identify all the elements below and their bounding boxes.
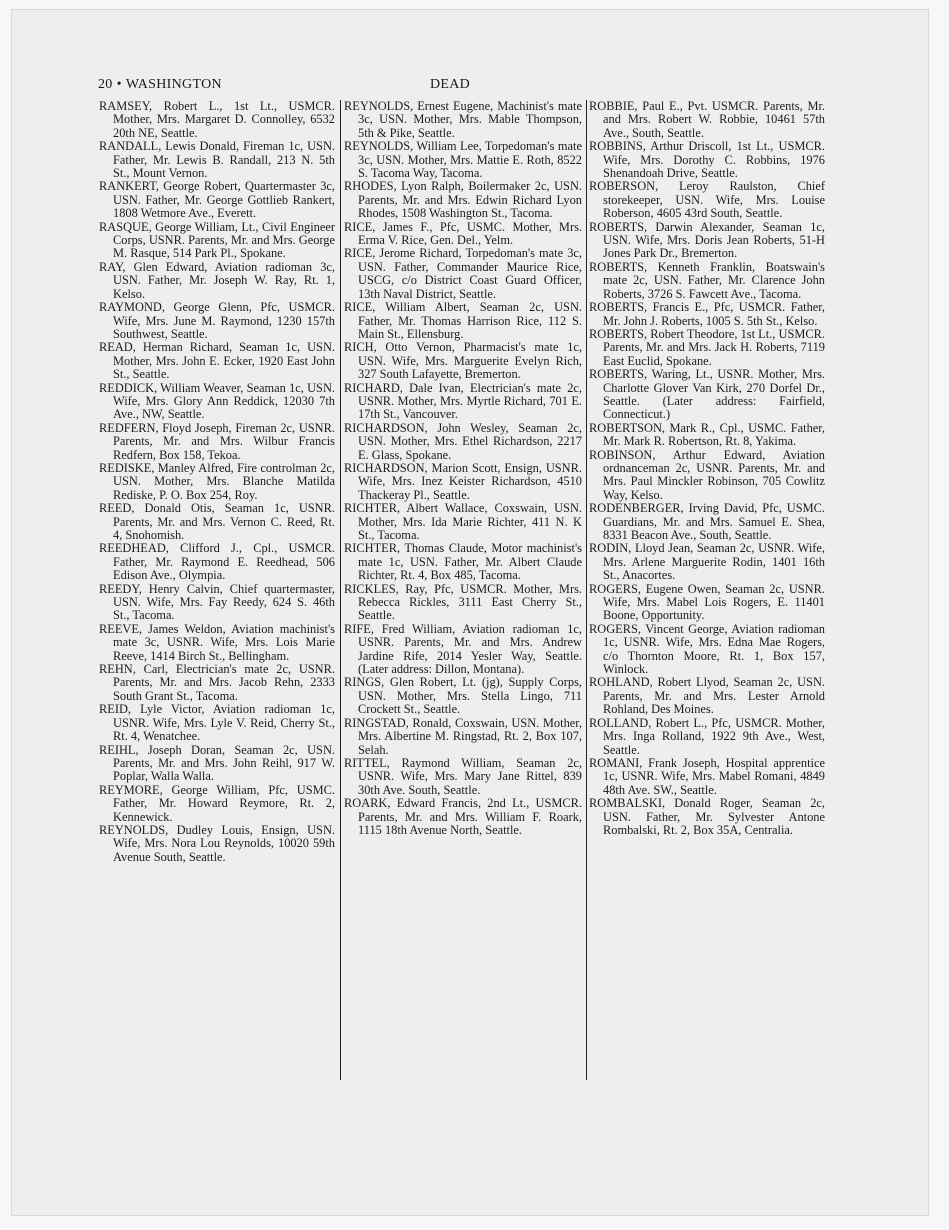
column-divider <box>340 100 341 1080</box>
casualty-entry: REED, Donald Otis, Seaman 1c, USNR. Parents, Mr. and Mrs. Vernon C. Reed, Rt. 4, Snohomish. <box>99 501 335 542</box>
casualty-entry: ROBERTSON, Mark R., Cpl., USMC. Father, Mr. Mark R. Robertson, Rt. 8, Yakima. <box>589 420 825 449</box>
page-number: 20 <box>98 77 113 92</box>
casualty-entry: RODIN, Lloyd Jean, Seaman 2c, USNR. Wife, Mrs. Arlene Marguerite Rodin, 1401 16th St., Anacortes. <box>589 541 825 583</box>
casualty-entry: REEVE, James Weldon, Aviation machinist's mate 3c, USNR. Wife, Mrs. Lois Marie Reeve, 1414 Birch St., Bellingham. <box>99 621 335 663</box>
entries-column-2 <box>344 100 582 837</box>
casualty-entry: REYNOLDS, Ernest Eugene, Machinist's mate 3c, USN. Mother, Mrs. Mable Thompson, 5th & Pike, Seattle. <box>344 99 582 140</box>
casualty-entry: RAMSEY, Robert L., 1st Lt., USMCR. Mother, Mrs. Margaret D. Connolley, 6532 20th NE, Seattle. <box>99 99 335 140</box>
casualty-entry: RICHTER, Thomas Claude, Motor machinist's mate 1c, USN. Father, Mr. Albert Claude Richter, Rt. 4, Box 485, Tacoma. <box>344 541 582 583</box>
casualty-entry: ROMBALSKI, Donald Roger, Seaman 2c, USN. Father, Mr. Sylvester Antone Rombalski, Rt. 2, Box 35A, Centralia. <box>589 796 825 837</box>
casualty-entry: REHN, Carl, Electrician's mate 2c, USNR. Parents, Mr. and Mrs. Jacob Rehn, 2333 South Grant St., Tacoma. <box>99 662 335 703</box>
casualty-entry: ROGERS, Eugene Owen, Seaman 2c, USNR. Wife, Mrs. Mabel Lois Rogers, E. 11401 Boone, Opportunity. <box>589 581 825 623</box>
casualty-entry: RICHTER, Albert Wallace, Coxswain, USN. Mother, Mrs. Ida Marie Richter, 411 N. K St., Tacoma. <box>344 501 582 542</box>
casualty-entry: ROBBIE, Paul E., Pvt. USMCR. Parents, Mr. and Mrs. Robert W. Robbie, 10461 57th Ave., South, Seattle. <box>589 99 825 140</box>
casualty-entry: RICE, Jerome Richard, Torpedoman's mate 3c, USN. Father, Commander Maurice Rice, USCG, c/o District Coast Guard Officer, 13th Naval District, Seattle. <box>344 246 582 301</box>
casualty-entry: RINGS, Glen Robert, Lt. (jg), Supply Corps, USN. Mother, Mrs. Stella Lingo, 711 Crockett St., Seattle. <box>344 675 582 717</box>
casualty-entry: ROARK, Edward Francis, 2nd Lt., USMCR. Parents, Mr. and Mrs. William F. Roark, 1115 18th Avenue North, Seattle. <box>344 796 582 837</box>
casualty-entry: RAYMOND, George Glenn, Pfc, USMCR. Wife, Mrs. June M. Raymond, 1230 157th Southwest, Seattle. <box>99 300 335 341</box>
casualty-entry: REYNOLDS, Dudley Louis, Ensign, USN. Wife, Mrs. Nora Lou Reynolds, 10020 59th Avenue South, Seattle. <box>99 822 335 864</box>
casualty-entry: RICHARD, Dale Ivan, Electrician's mate 2c, USNR. Mother, Mrs. Myrtle Richard, 701 E. 17th St., Vancouver. <box>344 380 582 422</box>
casualty-entry: REYNOLDS, William Lee, Torpedoman's mate 3c, USN. Mother, Mrs. Mattie E. Roth, 8522 S. Tacoma Way, Tacoma. <box>344 139 582 181</box>
running-header <box>98 77 826 95</box>
casualty-entry: REDFERN, Floyd Joseph, Fireman 2c, USNR. Parents, Mr. and Mrs. Wilbur Francis Redfern, Box 158, Tekoa. <box>99 420 335 462</box>
casualty-entry: ROBERTS, Kenneth Franklin, Boatswain's mate 2c, USN. Father, Mr. Clarence John Roberts, 3726 S. Fawcett Ave., Tacoma. <box>589 259 825 301</box>
section-title: DEAD <box>429 77 471 92</box>
casualty-entry: RIFE, Fred William, Aviation radioman 1c, USNR. Parents, Mr. and Mrs. Andrew Jardine Rife, 2014 Yesler Way, Seattle. (Later address: Dillon, Montana). <box>344 621 582 677</box>
header-bullet: • <box>116 77 122 92</box>
casualty-entry: REID, Lyle Victor, Aviation radioman 1c, USNR. Wife, Mrs. Lyle V. Reid, Cherry St., Rt. 4, Wenatchee. <box>99 702 335 744</box>
casualty-entry: RASQUE, George William, Lt., Civil Engineer Corps, USNR. Parents, Mr. and Mrs. George M. Rasque, 514 Park Pl., Spokane. <box>99 219 335 261</box>
casualty-entry: RODENBERGER, Irving David, Pfc, USMC. Guardians, Mr. and Mrs. Samuel E. Shea, 8331 Beacon Ave., South, Seattle. <box>589 501 825 542</box>
casualty-entry: ROBERTS, Darwin Alexander, Seaman 1c, USN. Wife, Mrs. Doris Jean Roberts, 51-H Jones Park Dr., Bremerton. <box>589 219 825 261</box>
casualty-entry: ROLLAND, Robert L., Pfc, USMCR. Mother, Mrs. Inga Rolland, 1922 9th Ave., West, Seattle. <box>589 715 825 757</box>
casualty-entry: RAY, Glen Edward, Aviation radioman 3c, USN. Father, Mr. Joseph W. Ray, Rt. 1, Kelso. <box>99 259 335 301</box>
casualty-entry: RICHARDSON, John Wesley, Seaman 2c, USN. Mother, Mrs. Ethel Richardson, 2217 E. Glass, Spokane. <box>344 420 582 462</box>
casualty-entry: ROGERS, Vincent George, Aviation radioman 1c, USNR. Wife, Mrs. Edna Mae Rogers, c/o Thornton Moore, Rt. 1, Box 157, Winlock. <box>589 621 825 677</box>
casualty-entry: ROHLAND, Robert Llyod, Seaman 2c, USN. Parents, Mr. and Mrs. Lester Arnold Rohland, Des Moines. <box>589 675 825 717</box>
casualty-entry: RICKLES, Ray, Pfc, USMCR. Mother, Mrs. Rebecca Rickles, 3111 East Cherry St., Seattle. <box>344 581 582 623</box>
casualty-entry: RICHARDSON, Marion Scott, Ensign, USNR. Wife, Mrs. Inez Keister Richardson, 4510 Thackeray Pl., Seattle. <box>344 460 582 502</box>
casualty-entry: REDISKE, Manley Alfred, Fire controlman 2c, USN. Mother, Mrs. Blanche Matilda Rediske, P. O. Box 254, Roy. <box>99 460 335 502</box>
casualty-entry: REDDICK, William Weaver, Seaman 1c, USN. Wife, Mrs. Glory Ann Reddick, 12030 7th Ave., NW, Seattle. <box>99 380 335 422</box>
casualty-entry: RITTEL, Raymond William, Seaman 2c, USNR. Wife, Mrs. Mary Jane Rittel, 839 30th Ave. South, Seattle. <box>344 755 582 797</box>
casualty-entry: ROMANI, Frank Joseph, Hospital apprentice 1c, USNR. Wife, Mrs. Mabel Romani, 4849 48th Ave. SW., Seattle. <box>589 755 825 797</box>
casualty-entry: REYMORE, George William, Pfc, USMC. Father, Mr. Howard Reymore, Rt. 2, Kennewick. <box>99 782 335 824</box>
casualty-entry: REEDHEAD, Clifford J., Cpl., USMCR. Father, Mr. Raymond E. Reedhead, 506 Edison Ave., Olympia. <box>99 541 335 583</box>
casualty-entry: RANKERT, George Robert, Quartermaster 3c, USN. Father, Mr. George Gottlieb Rankert, 1808 Wetmore Ave., Everett. <box>99 179 335 221</box>
casualty-entry: RICE, William Albert, Seaman 2c, USN. Father, Mr. Thomas Harrison Rice, 112 S. Main St., Ellensburg. <box>344 300 582 341</box>
casualty-entry: RHODES, Lyon Ralph, Boilermaker 2c, USN. Parents, Mr. and Mrs. Edwin Richard Lyon Rhodes, 1508 Washington St., Tacoma. <box>344 179 582 221</box>
column-divider <box>586 100 587 1080</box>
entries-column-3 <box>589 100 825 837</box>
casualty-entry: RICH, Otto Vernon, Pharmacist's mate 1c, USN. Wife, Mrs. Marguerite Evelyn Rich, 327 South Lafayette, Bremerton. <box>344 340 582 382</box>
casualty-entry: RICE, James F., Pfc, USMC. Mother, Mrs. Erma V. Rice, Gen. Del., Yelm. <box>344 219 582 248</box>
casualty-entry: RINGSTAD, Ronald, Coxswain, USN. Mother, Mrs. Albertine M. Ringstad, Rt. 2, Box 107, Selah. <box>344 715 582 757</box>
casualty-entry: ROBERTS, Robert Theodore, 1st Lt., USMCR. Parents, Mr. and Mrs. Jack H. Roberts, 7119 East Euclid, Spokane. <box>589 326 825 368</box>
casualty-entry: ROBERSON, Leroy Raulston, Chief storekeeper, USN. Wife, Mrs. Louise Roberson, 4605 43rd South, Seattle. <box>589 179 825 221</box>
casualty-entry: REEDY, Henry Calvin, Chief quartermaster, USN. Wife, Mrs. Fay Reedy, 624 S. 46th St., Tacoma. <box>99 581 335 623</box>
entries-column-1 <box>99 100 335 864</box>
casualty-entry: REIHL, Joseph Doran, Seaman 2c, USN. Parents, Mr. and Mrs. John Reihl, 917 W. Poplar, Walla Walla. <box>99 742 335 784</box>
casualty-entry: READ, Herman Richard, Seaman 1c, USN. Mother, Mrs. John E. Ecker, 1920 East John St., Seattle. <box>99 340 335 382</box>
casualty-entry: ROBINSON, Arthur Edward, Aviation ordnanceman 2c, USNR. Parents, Mr. and Mrs. Paul Minckler Robinson, 705 Cowlitz Way, Kelso. <box>589 447 825 502</box>
casualty-entry: ROBERTS, Waring, Lt., USNR. Mother, Mrs. Charlotte Glover Van Kirk, 270 Dorfel Dr., Seattle. (Later address: Fairfield, Connecticut.) <box>589 367 825 422</box>
casualty-entry: ROBERTS, Francis E., Pfc, USMCR. Father, Mr. John J. Roberts, 1005 S. 5th St., Kelso. <box>589 300 825 328</box>
casualty-entry: ROBBINS, Arthur Driscoll, 1st Lt., USMCR. Wife, Mrs. Dorothy C. Robbins, 1976 Shenandoah Drive, Seattle. <box>589 139 825 181</box>
state-name: WASHINGTON <box>125 77 222 92</box>
casualty-entry: RANDALL, Lewis Donald, Fireman 1c, USN. Father, Mr. Lewis B. Randall, 213 N. 5th St., Mount Vernon. <box>99 139 335 181</box>
